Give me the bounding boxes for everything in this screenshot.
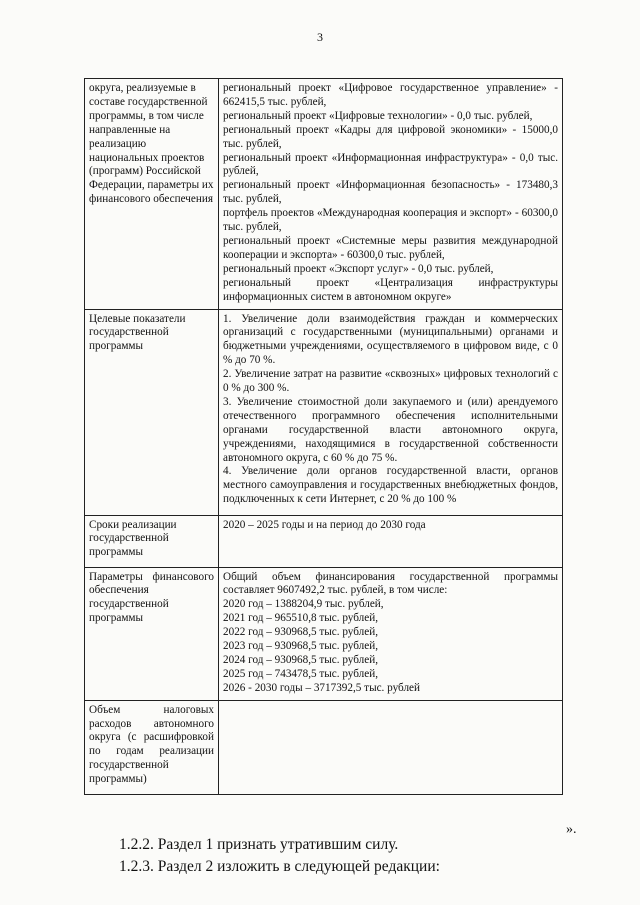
content-line: 1. Увеличение доли взаимодействия граждан и коммерческих организаций с государственными (муниципальными) органами и бюджетными учреждениями, осуществляемого в цифровом виде, с 0 % до 70 %.: [223, 312, 558, 367]
content-line: региональный проект «Централизация инфраструктуры информационных систем в автономном округе»: [223, 276, 558, 303]
row-label: Сроки реализации государственной программы: [85, 515, 219, 567]
content-line: региональный проект «Информационная безопасность» - 173480,3 тыс. рублей,: [223, 179, 558, 206]
row-label: Целевые показатели государственной программы: [85, 309, 219, 515]
content-line: региональный проект «Системные меры развития международной кооперации и экспорта» - 60300,0 тыс. рублей,: [223, 234, 558, 261]
content-line: 2020 – 2025 годы и на период до 2030 года: [223, 518, 426, 531]
content-line: региональный проект «Цифровое государственное управление» - 662415,5 тыс. рублей,: [223, 82, 558, 108]
row-content: [219, 515, 563, 567]
content-line: 2023 год – 930968,5 тыс. рублей,: [223, 640, 378, 653]
row-label: Параметры финансового обеспечения государственной программы: [85, 567, 219, 700]
row-content: [219, 309, 563, 515]
content-line: 2021 год – 965510,8 тыс. рублей,: [223, 612, 378, 625]
table-row: [85, 309, 563, 515]
content-line: 3. Увеличение стоимостной доли закупаемого и (или) арендуемого отечественного программного обеспечения исполнительными органами государственной власти автономного округа, учреждениями, находящимися в государственной собственности автономного округа, с 60 % до 75 %.: [223, 395, 558, 464]
content-line: региональный проект «Информационная инфраструктура» - 0,0 тыс. рублей,: [223, 151, 558, 178]
content-line: 2020 год – 1388204,9 тыс. рублей,: [223, 598, 384, 611]
program-passport-table: [84, 78, 563, 795]
row-label: Объем налоговых расходов автономного округа (с расшифровкой по годам реализации государственной программы): [85, 700, 219, 794]
content-line: региональный проект «Кадры для цифровой экономики» - 15000,0 тыс. рублей,: [223, 123, 558, 150]
table-row: [85, 567, 563, 700]
content-line: 2026 - 2030 годы – 3717392,5 тыс. рублей: [223, 681, 420, 694]
content-line: портфель проектов «Международная кооперация и экспорт» - 60300,0 тыс. рублей,: [223, 207, 558, 234]
content-line: региональный проект «Цифровые технологии» - 0,0 тыс. рублей,: [223, 109, 533, 122]
table-row: [85, 515, 563, 567]
content-line: 2024 год – 930968,5 тыс. рублей,: [223, 653, 378, 666]
content-line: 2. Увеличение затрат на развитие «сквозных» цифровых технологий с 0 % до 300 %.: [223, 368, 558, 395]
closing-quote: ».: [566, 822, 577, 837]
row-label: округа, реализуемые в составе государственной программы, в том числе направленные на реализацию национальных проектов (программ) Российской Федерации, параметры их финансового обеспечения: [85, 79, 219, 310]
page-number: 3: [317, 30, 323, 44]
paragraph-1-2-2: 1.2.2. Раздел 1 признать утратившим силу.: [119, 836, 399, 853]
content-line: 2022 год – 930968,5 тыс. рублей,: [223, 626, 378, 639]
content-line: Общий объем финансирования государственной программы составляет 9607492,2 тыс. рублей, в том числе:: [223, 570, 558, 597]
content-line: 2025 год – 743478,5 тыс. рублей,: [223, 667, 378, 680]
content-line: 4. Увеличение доли органов государственной власти, органов местного самоуправления и государственных внебюджетных фондов, подключенных к сети Интернет, с 20 % до 100 %: [223, 465, 558, 506]
table-row: [85, 79, 563, 310]
row-content-empty: [219, 700, 563, 794]
row-content: [219, 567, 563, 700]
paragraph-1-2-3: 1.2.3. Раздел 2 изложить в следующей редакции:: [119, 858, 440, 875]
table-row: [85, 700, 563, 794]
row-content: [219, 79, 563, 310]
content-line: региональный проект «Экспорт услуг» - 0,0 тыс. рублей,: [223, 262, 494, 275]
